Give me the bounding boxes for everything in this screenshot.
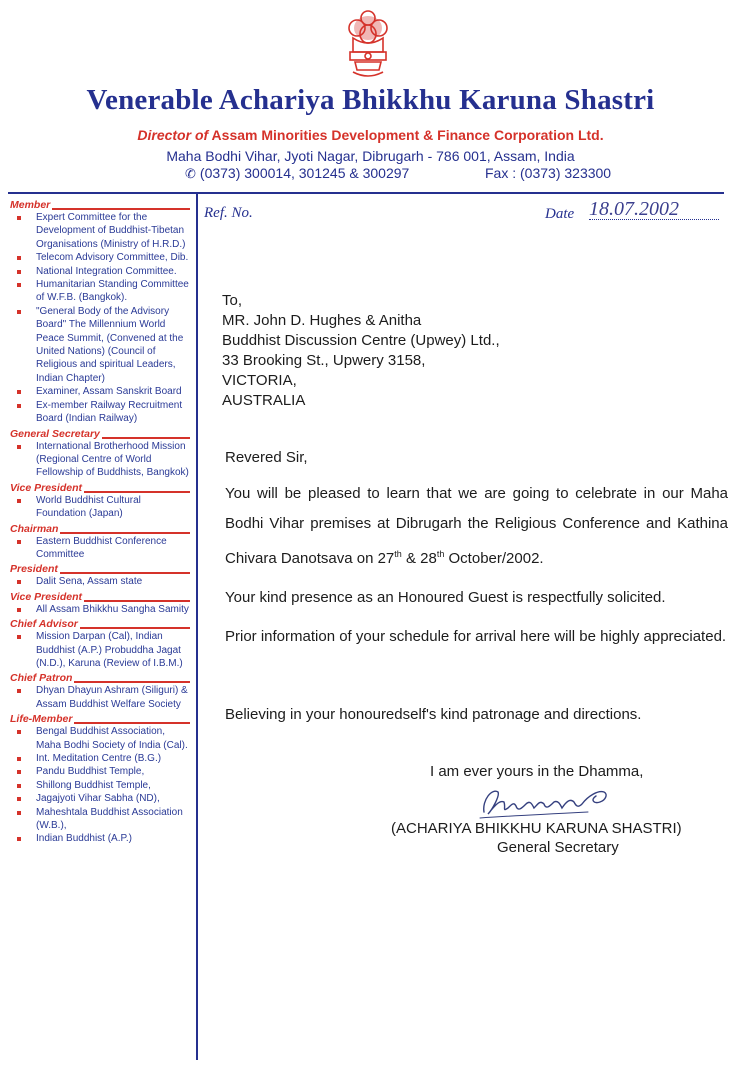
section-chief-patron — [10, 672, 190, 711]
paragraph-text: October/2002. — [444, 550, 544, 567]
section-chief-advisor — [10, 618, 190, 670]
section-title: President — [10, 563, 58, 576]
phone-line — [185, 165, 409, 182]
list-item: All Assam Bhikkhu Sangha Samity — [36, 603, 189, 615]
section-title: Vice President — [10, 590, 82, 603]
section-title: Vice President — [10, 481, 82, 494]
section-title: General Secretary — [10, 427, 100, 440]
list-item: Expert Committee for the Development of Buddhist-Tibetan Organisations (Ministry of H.R.D.) — [36, 211, 190, 251]
paragraph-invitation — [225, 479, 728, 574]
section-president — [10, 563, 190, 588]
handwritten-signature — [478, 782, 618, 824]
section-general-secretary — [10, 428, 190, 480]
header-divider — [8, 192, 724, 194]
paragraph-patronage: Believing in your honouredself's kind patronage and directions. — [225, 706, 642, 723]
list-item: Humanitarian Standing Committee of W.F.B. (Bangkok). — [36, 279, 189, 304]
ordinal-suffix: th — [394, 549, 402, 559]
list-item: Ex-member Railway Recruitment Board (Indian Railway) — [36, 399, 190, 426]
section-title: Chief Advisor — [10, 618, 78, 631]
section-vice-president-2 — [10, 591, 190, 616]
section-title: Member — [10, 199, 51, 211]
list-item: Mission Darpan (Cal), Indian Buddhist (A.P.) Probuddha Jagat (N.D.), Karuna (Review of I.B.M.) — [36, 630, 190, 670]
list-item: Maheshtala Buddhist Association (W.B.), — [36, 806, 190, 833]
recipient-address — [222, 311, 500, 411]
address-line: 33 Brooking St., Upwery 3158, — [222, 352, 426, 369]
ref-no-label: Ref. No. — [204, 205, 253, 221]
sidebar-memberships — [10, 199, 190, 848]
section-vice-president — [10, 482, 190, 521]
list-item: Pandu Buddhist Temple, — [36, 765, 190, 778]
ordinal-suffix: th — [436, 549, 445, 559]
list-item: Eastern Buddhist Conference Committee — [36, 535, 190, 562]
paragraph-text: You will be pleased to learn that we are going to celebrate in our Maha Bodhi Vihar premises at Dibrugarh the Religious Conference and Kathina Chivara Danotsava on 27 — [225, 485, 728, 567]
section-life-member — [10, 713, 190, 846]
section-title: Chief Patron — [10, 672, 73, 685]
fax-line: Fax : (0373) 323300 — [485, 165, 612, 181]
letterhead-address: Maha Bodhi Vihar, Jyoti Nagar, Dibrugarh - 786 001, Assam, India — [166, 148, 575, 164]
list-item: Int. Meditation Centre (B.G.) — [36, 752, 190, 765]
list-item: Indian Buddhist (A.P.) — [36, 832, 190, 845]
list-item: International Brotherhood Mission (Regional Centre of World Fellowship of Buddhists, Bangkok) — [36, 440, 189, 479]
address-line: VICTORIA, — [222, 372, 297, 389]
to-line: To, — [222, 292, 243, 309]
date-value: 18.07.2002 — [589, 199, 719, 220]
paragraph-presence: Your kind presence as an Honoured Guest is respectfully solicited. — [225, 589, 666, 606]
signatory-name: (ACHARIYA BHIKKHU KARUNA SHASTRI) — [391, 820, 682, 837]
closing-line: I am ever yours in the Dhamma, — [430, 763, 644, 780]
list-item: Bengal Buddhist Association, Maha Bodhi Society of India (Cal). — [36, 725, 190, 752]
list-item: Shillong Buddhist Temple, — [36, 779, 190, 792]
signatory-title: General Secretary — [497, 839, 619, 856]
section-member — [10, 199, 190, 426]
director-line — [0, 127, 741, 143]
list-item: Telecom Advisory Committee, Dib. — [36, 252, 189, 264]
list-item: Jagajyoti Vihar Sabha (ND), — [36, 792, 190, 805]
address-line: AUSTRALIA — [222, 392, 306, 409]
salutation: Revered Sir, — [225, 449, 308, 466]
section-title: Life-Member — [10, 713, 73, 726]
paragraph-text: & 28 — [401, 550, 437, 567]
list-item: National Integration Committee. — [36, 265, 190, 278]
national-emblem-icon — [343, 8, 393, 82]
telephone-icon: ✆ — [185, 166, 196, 181]
phone-numbers: (0373) 300014, 301245 & 300297 — [199, 165, 410, 181]
director-prefix: Director of — [137, 127, 209, 143]
address-line: Buddhist Discussion Centre (Upwey) Ltd., — [222, 332, 500, 349]
section-title: Chairman — [10, 522, 59, 535]
address-line: MR. John D. Hughes & Anitha — [222, 312, 422, 329]
list-item: "General Body of the Advisory Board" The Millennium World Peace Summit, (Convened at the United Nations) (Council of Religious and spiritual Leaders, Indian Chapter) — [36, 305, 190, 385]
date-label: Date — [545, 206, 575, 222]
sidebar-divider — [196, 194, 198, 1060]
list-item: World Buddhist Cultural Foundation (Japan) — [36, 494, 190, 521]
section-chairman — [10, 523, 190, 562]
paragraph-schedule: Prior information of your schedule for arrival here will be highly appreciated. — [225, 628, 727, 645]
list-item: Examiner, Assam Sanskrit Board — [36, 385, 190, 398]
letterhead-name: Venerable Achariya Bhikkhu Karuna Shastri — [86, 84, 655, 116]
list-item: Dhyan Dhayun Ashram (Siliguri) & Assam Buddhist Welfare Society — [36, 684, 190, 711]
list-item: Dalit Sena, Assam state — [36, 575, 190, 588]
director-organisation: Assam Minorities Development & Finance Corporation Ltd. — [211, 127, 604, 143]
